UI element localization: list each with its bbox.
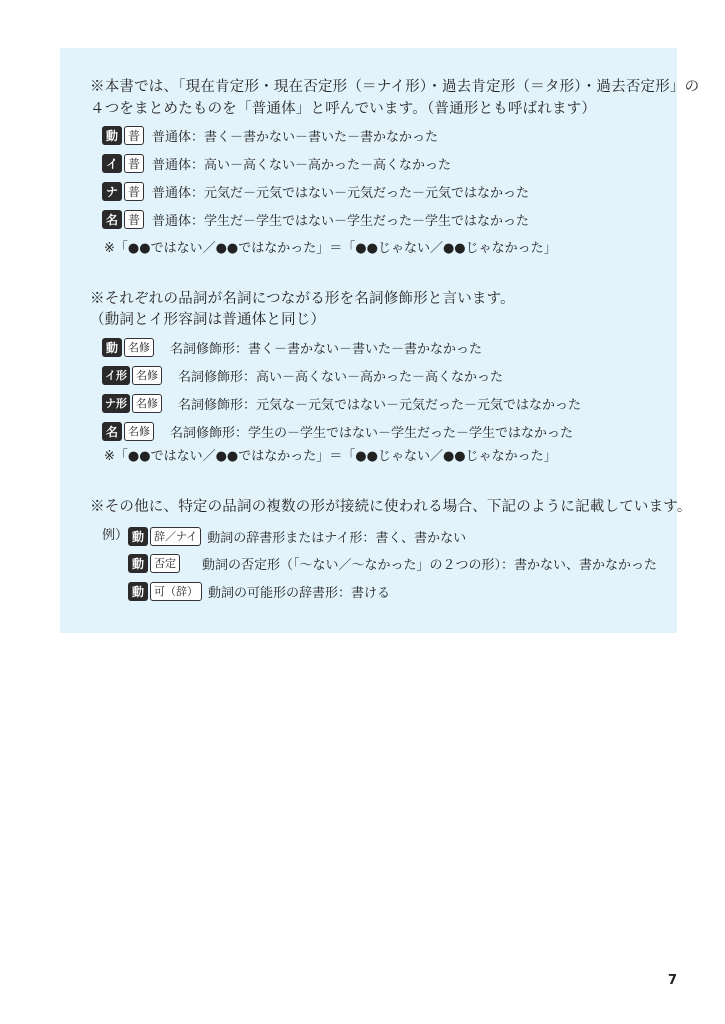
tag-noun: 名 xyxy=(102,422,122,441)
section1-row-verb xyxy=(102,124,438,146)
tag-verb: 動 xyxy=(128,527,148,546)
tag-verb: 動 xyxy=(102,126,122,145)
section2-row-noun xyxy=(102,420,573,442)
section3-row-potential xyxy=(128,580,390,602)
explanation-panel xyxy=(60,48,700,633)
tag-verb: 動 xyxy=(102,338,122,357)
section2-row-i-adj xyxy=(102,364,503,386)
tag-verb: 動 xyxy=(128,554,148,573)
row-text: 普通体：書く－書かない－書いた－書かなかった xyxy=(152,129,439,145)
section2-row-na-adj xyxy=(102,392,581,414)
row-text: 名詞修飾形：学生の－学生ではない－学生だった－学生ではなかった xyxy=(170,425,574,441)
row-text: 普通体：元気だ－元気ではない－元気だった－元気ではなかった xyxy=(152,185,530,201)
tag-i-adjective: イ形 xyxy=(102,366,130,385)
section3-row-dict-nai xyxy=(128,525,466,547)
row-text: 動詞の否定形（「～ない／～なかった」の２つの形）：書かない、書かなかった xyxy=(202,557,658,573)
row-text: 普通体：高い－高くない－高かった－高くなかった xyxy=(152,157,452,173)
section1-row-na-adj xyxy=(102,180,529,202)
row-text: 動詞の可能形の辞書形：書ける xyxy=(208,585,391,601)
example-label: 例） xyxy=(102,528,129,543)
row-text: 名詞修飾形：書く－書かない－書いた－書かなかった xyxy=(170,341,483,357)
section2-note: ※「●●ではない／●●ではなかった」＝「●●じゃない／●●じゃなかった」 xyxy=(104,449,557,464)
row-text: 名詞修飾形：高い－高くない－高かった－高くなかった xyxy=(178,369,504,385)
tag-na-adjective: ナ形 xyxy=(102,394,130,413)
tag-negative: 否定 xyxy=(150,554,180,573)
section3-line1: ※その他に、特定の品詞の複数の形が接続に使われる場合、下記のように記載しています。 xyxy=(90,499,692,515)
tag-plain: 普 xyxy=(124,126,144,145)
tag-noun-modifier: 名修 xyxy=(132,366,162,385)
tag-na-adjective: ナ xyxy=(102,182,122,201)
tag-potential-dictionary: 可（辞） xyxy=(150,582,202,601)
section2-line1: ※それぞれの品詞が名詞につながる形を名詞修飾形と言います。 xyxy=(90,291,515,307)
section2-row-verb xyxy=(102,336,482,358)
row-text: 名詞修飾形：元気な－元気ではない－元気だった－元気ではなかった xyxy=(178,397,582,413)
page-number: 7 xyxy=(668,973,678,988)
tag-i-adjective: イ xyxy=(102,154,122,173)
tag-dictionary-nai: 辞／ナイ xyxy=(150,527,201,546)
tag-verb: 動 xyxy=(128,582,148,601)
section3-row-negative xyxy=(128,552,657,574)
section1-line1: ※本書では、「現在肯定形・現在否定形（＝ナイ形）・過去肯定形（＝タ形）・過去否定形」の xyxy=(90,79,700,95)
row-text: 動詞の辞書形またはナイ形：書く、書かない xyxy=(207,530,467,546)
section2-line2: （動詞とイ形容詞は普通体と同じ） xyxy=(90,312,326,328)
tag-noun: 名 xyxy=(102,210,122,229)
section1-row-i-adj xyxy=(102,152,451,174)
section1-line2: ４つをまとめたものを「普通体」と呼んでいます。（普通形とも呼ばれます） xyxy=(90,101,597,117)
tag-plain: 普 xyxy=(124,210,144,229)
row-text: 普通体：学生だ－学生ではない－学生だった－学生ではなかった xyxy=(152,213,530,229)
tag-noun-modifier: 名修 xyxy=(124,338,154,357)
tag-plain: 普 xyxy=(124,154,144,173)
section1-note: ※「●●ではない／●●ではなかった」＝「●●じゃない／●●じゃなかった」 xyxy=(104,241,557,256)
tag-noun-modifier: 名修 xyxy=(132,394,162,413)
tag-plain: 普 xyxy=(124,182,144,201)
tag-noun-modifier: 名修 xyxy=(124,422,154,441)
section1-row-noun xyxy=(102,208,529,230)
